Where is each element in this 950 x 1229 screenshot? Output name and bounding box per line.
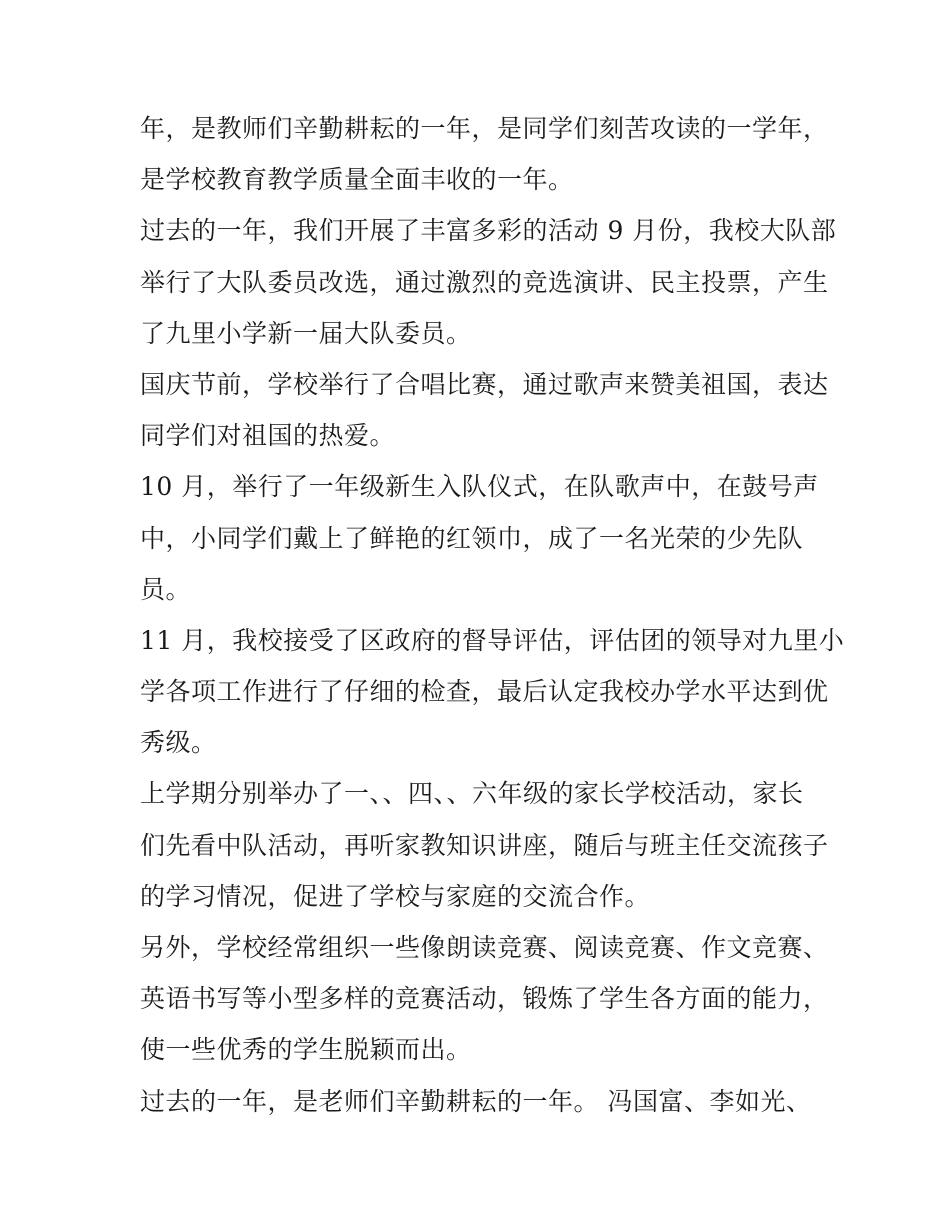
- paragraph: [140, 205, 837, 359]
- paragraph: [140, 359, 829, 461]
- text-line: 使一些优秀的学生脱颖而出。: [140, 1035, 472, 1065]
- text-line: 学各项工作进行了仔细的检查，最后认定我校办学水平达到优: [140, 677, 829, 707]
- paragraph: [140, 103, 829, 205]
- text-line: 另外，学校经常组织一些像朗读竞赛、阅读竞赛、作文竞赛、: [140, 933, 829, 962]
- paragraph: [140, 615, 845, 769]
- text-line: 11 月，我校接受了区政府的督导评估，评估团的领导对九里小: [140, 625, 845, 655]
- text-line: 上学期分别举办了一、、四、、六年级的家长学校活动，家长: [140, 779, 804, 809]
- paragraph: [140, 922, 829, 1076]
- paragraph: [140, 768, 829, 922]
- text-line: 举行了大队委员改选，通过激烈的竞选演讲、民主投票，产生: [140, 267, 829, 297]
- text-line: 员。: [140, 574, 192, 604]
- text-line: 10 月，举行了一年级新生入队仪式，在队歌声中，在鼓号声: [140, 472, 819, 502]
- text-line: 秀级。: [140, 728, 217, 758]
- paragraph: [140, 461, 820, 615]
- paragraph: [140, 1076, 820, 1127]
- text-line: 国庆节前，学校举行了合唱比赛，通过歌声来赞美祖国，表达: [140, 369, 829, 399]
- text-line: 过去的一年，是老师们辛勤耕耘的一年。 冯国富、李如光、: [140, 1086, 812, 1116]
- text-line: 中，小同学们戴上了鲜艳的红领巾，成了一名光荣的少先队: [140, 523, 804, 553]
- text-line: 的学习情况，促进了学校与家庭的交流合作。: [140, 881, 651, 911]
- text-line: 们先看中队活动，再听家教知识讲座，随后与班主任交流孩子: [140, 830, 829, 860]
- text-line: 英语书写等小型多样的竞赛活动，锻炼了学生各方面的能力，: [140, 984, 829, 1014]
- text-line: 过去的一年，我们开展了丰富多彩的活动 9 月份，我校大队部: [140, 216, 837, 246]
- text-line: 年，是教师们辛勤耕耘的一年，是同学们刻苦攻读的一学年，: [140, 114, 829, 143]
- document-body: [140, 103, 845, 1127]
- text-line: 是学校教育教学质量全面丰收的一年。: [140, 165, 574, 195]
- text-line: 同学们对祖国的热爱。: [140, 421, 396, 451]
- text-line: 了九里小学新一届大队委员。: [140, 318, 472, 348]
